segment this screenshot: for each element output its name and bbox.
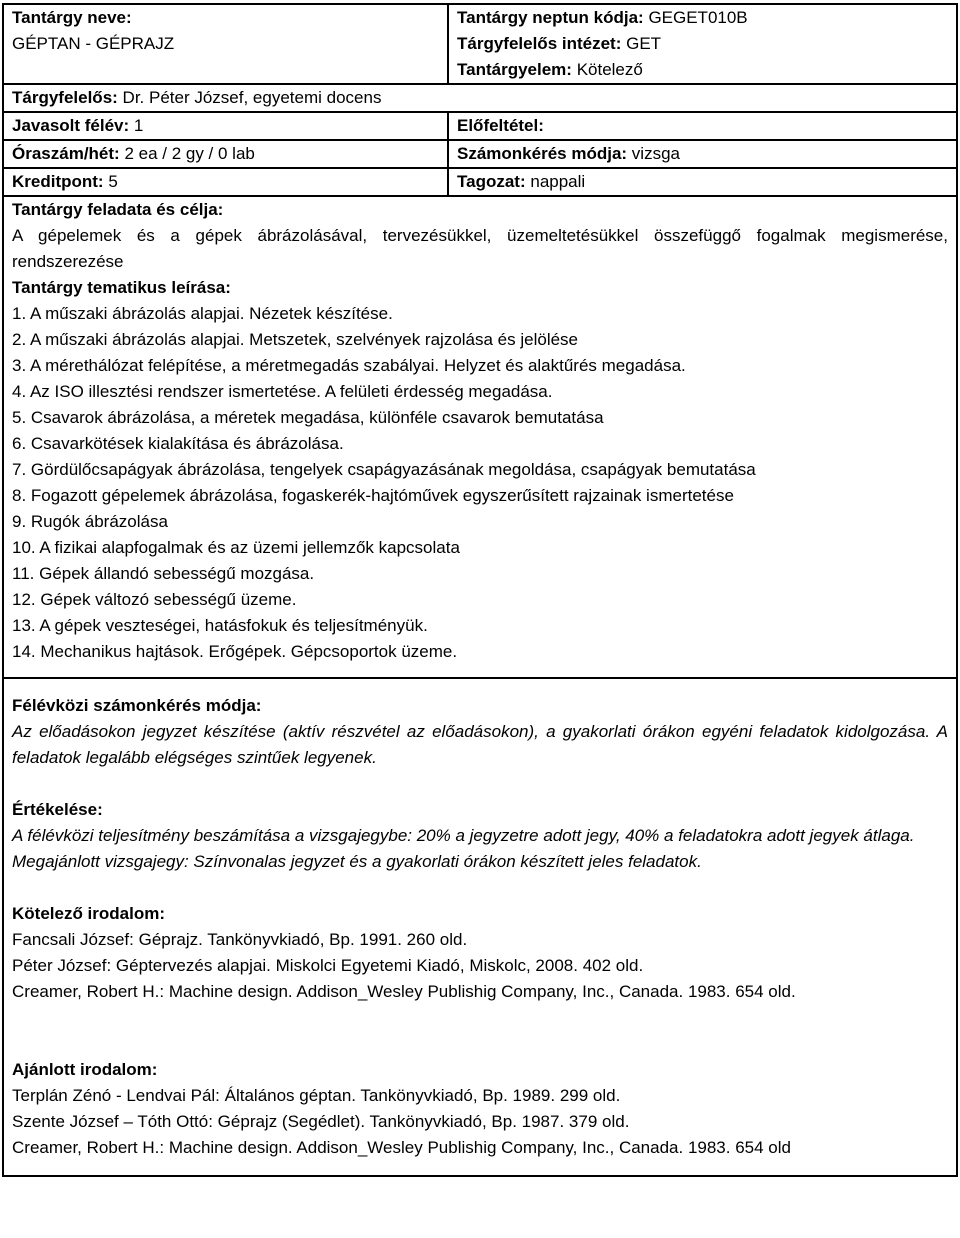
assessment-row — [4, 679, 956, 1175]
subject-codes-cell — [449, 5, 956, 83]
semester-value: 1 — [133, 116, 144, 135]
neptun-label: Tantárgy neptun kódja: — [457, 8, 644, 27]
section-value: nappali — [530, 172, 586, 191]
topic-item: 9. Rugók ábrázolása — [12, 512, 168, 531]
gap — [12, 771, 948, 797]
topic-item: 2. A műszaki ábrázolás alapjai. Metszetek, szelvények rajzolása és jelölése — [12, 330, 579, 349]
element-label: Tantárgyelem: — [457, 60, 572, 79]
topic-item: 1. A műszaki ábrázolás alapjai. Nézetek készítése. — [12, 304, 393, 323]
gap — [12, 1031, 948, 1057]
hours-value: 2 ea / 2 gy / 0 lab — [124, 144, 255, 163]
responsible-cell — [4, 85, 956, 111]
neptun-value: GEGET010B — [648, 8, 748, 27]
exam-label: Számonkérés módja: — [457, 144, 628, 163]
institute-label: Tárgyfelelős intézet: — [457, 34, 622, 53]
topic-item: 8. Fogazott gépelemek ábrázolása, fogaskerék-hajtóművek egyszerűsített rajzainak ismertetése — [12, 486, 734, 505]
gap — [12, 1005, 948, 1031]
exam-value: vizsga — [631, 144, 680, 163]
goal-topics-cell — [4, 197, 956, 677]
institute-value: GET — [626, 34, 662, 53]
section-label: Tagozat: — [457, 172, 526, 191]
topic-item: 3. A mérethálózat felépítése, a méretmegadás szabályai. Helyzet és alaktűrés megadása. — [12, 356, 686, 375]
hours-row — [4, 141, 956, 169]
topic-list — [12, 301, 948, 665]
topic-item: 13. A gépek veszteségei, hatásfokuk és teljesítményük. — [12, 616, 428, 635]
assessment-cell — [4, 679, 956, 1175]
element-value: Kötelező — [576, 60, 643, 79]
subject-name-label: Tantárgy neve: — [12, 8, 132, 27]
credit-cell — [4, 169, 449, 195]
topic-item: 7. Gördülőcsapágyak ábrázolása, tengelyek csapágyazásának megoldása, csapágyak bemutatása — [12, 460, 756, 479]
midterm-label: Félévközi számonkérés módja: — [12, 696, 262, 715]
required-lit-item: Creamer, Robert H.: Machine design. Addison_Wesley Publishig Company, Inc., Canada. 1983. 654 old. — [12, 982, 796, 1001]
recommended-lit-item: Terplán Zénó - Lendvai Pál: Általános géptan. Tankönyvkiadó, Bp. 1989. 299 old. — [12, 1086, 621, 1105]
semester-label: Javasolt félév: — [12, 116, 130, 135]
exam-cell — [449, 141, 956, 167]
goal-topics-row — [4, 197, 956, 679]
subject-name-value: GÉPTAN - GÉPRAJZ — [12, 34, 175, 53]
recommended-lit-item: Creamer, Robert H.: Machine design. Addison_Wesley Publishig Company, Inc., Canada. 1983. 654 old — [12, 1138, 791, 1157]
topic-item: 10. A fizikai alapfogalmak és az üzemi jellemzők kapcsolata — [12, 538, 460, 557]
evaluation-text-1: A félévközi teljesítmény beszámítása a vizsgajegybe: 20% a jegyzetre adott jegy, 40% a feladatokra adott jegyek átlaga. — [12, 826, 915, 845]
header-row-name — [4, 5, 956, 85]
required-lit-item: Fancsali József: Géprajz. Tankönyvkiadó, Bp. 1991. 260 old. — [12, 930, 468, 949]
required-lit-label: Kötelező irodalom: — [12, 904, 166, 923]
recommended-lit-label: Ajánlott irodalom: — [12, 1060, 158, 1079]
responsible-value: Dr. Péter József, egyetemi docens — [122, 88, 382, 107]
credit-value: 5 — [108, 172, 118, 191]
semester-row — [4, 113, 956, 141]
goal-text: A gépelemek és a gépek ábrázolásával, tervezésükkel, üzemeltetésükkel összefüggő fogalmak megismerése, rendszerezése — [12, 226, 948, 271]
topic-item: 12. Gépek változó sebességű üzeme. — [12, 590, 297, 609]
responsible-label: Tárgyfelelős: — [12, 88, 118, 107]
course-table — [2, 3, 958, 1177]
required-lit-item: Péter József: Géptervezés alapjai. Miskolci Egyetemi Kiadó, Miskolc, 2008. 402 old. — [12, 956, 644, 975]
gap — [12, 875, 948, 901]
topics-label: Tantárgy tematikus leírása: — [12, 278, 231, 297]
topic-item: 5. Csavarok ábrázolása, a méretek megadása, különféle csavarok bemutatása — [12, 408, 604, 427]
topic-item: 6. Csavarkötések kialakítása és ábrázolása. — [12, 434, 344, 453]
credit-label: Kreditpont: — [12, 172, 104, 191]
evaluation-text-2: Megajánlott vizsgajegy: Színvonalas jegyzet és a gyakorlati órákon készített jeles feladatok. — [12, 852, 702, 871]
evaluation-label: Értékelése: — [12, 800, 103, 819]
topic-item: 14. Mechanikus hajtások. Erőgépek. Gépcsoportok üzeme. — [12, 642, 458, 661]
prereq-cell — [449, 113, 956, 139]
course-sheet — [2, 3, 958, 1177]
prereq-label: Előfeltétel: — [457, 116, 544, 135]
topic-item: 11. Gépek állandó sebességű mozgása. — [12, 564, 315, 583]
goal-label: Tantárgy feladata és célja: — [12, 200, 224, 219]
recommended-lit-item: Szente József – Tóth Ottó: Géprajz (Segédlet). Tankönyvkiadó, Bp. 1987. 379 old. — [12, 1112, 630, 1131]
subject-name-cell — [4, 5, 449, 83]
credit-row — [4, 169, 956, 197]
hours-cell — [4, 141, 449, 167]
section-cell — [449, 169, 956, 195]
hours-label: Óraszám/hét: — [12, 144, 120, 163]
responsible-row — [4, 85, 956, 113]
topic-item: 4. Az ISO illesztési rendszer ismertetése. A felületi érdesség megadása. — [12, 382, 553, 401]
midterm-text: Az előadásokon jegyzet készítése (aktív részvétel az előadásokon), a gyakorlati órákon egyéni feladatok kidolgozása. A feladatok legalább elégséges szintűek legyenek. — [12, 722, 948, 767]
semester-cell — [4, 113, 449, 139]
